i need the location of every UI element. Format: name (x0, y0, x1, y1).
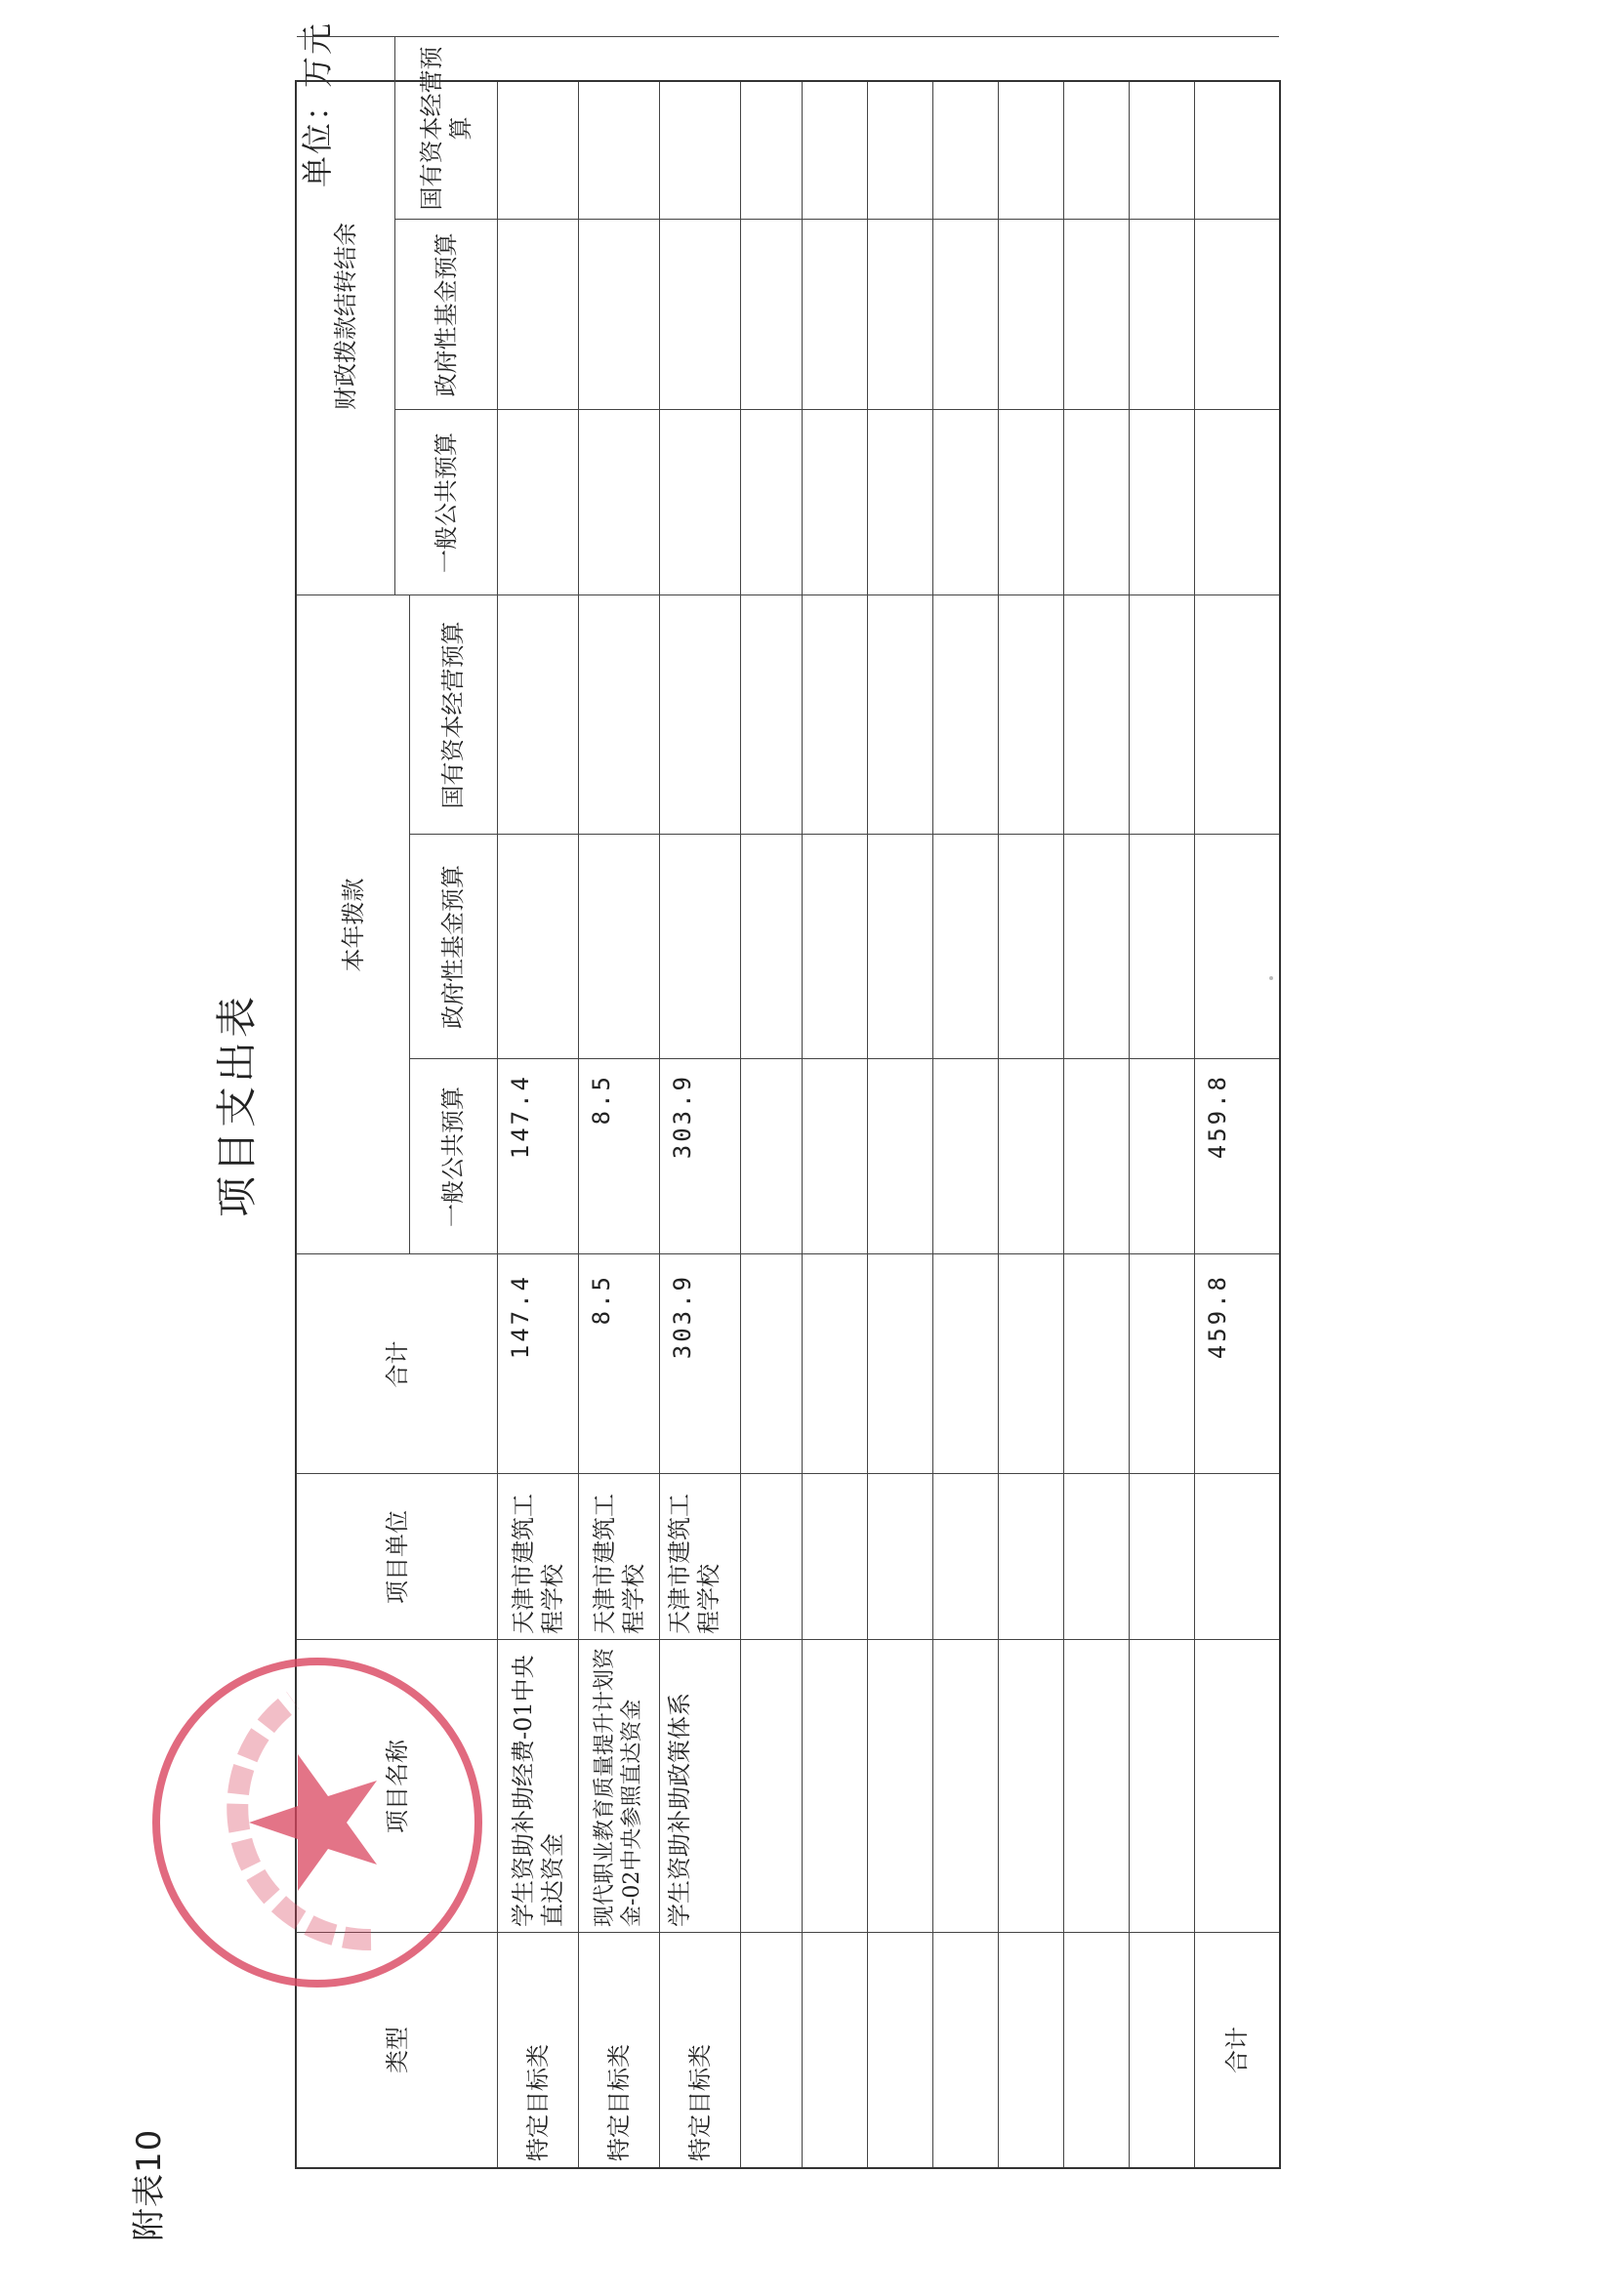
sum-label: 合计 (1222, 2027, 1251, 2073)
sum-general-public: 459.8 (1204, 1074, 1231, 1160)
row2-general-public: 8.5 (588, 1074, 615, 1126)
row3-general-public: 303.9 (669, 1074, 696, 1160)
row1-total: 147.4 (507, 1274, 534, 1360)
attachment-label: 附表10 (130, 2128, 169, 2241)
header-gov-fund: 政府性基金预算 (439, 865, 467, 1029)
header-carry-state-capital: 国有资本经营预算 (417, 46, 474, 211)
header-project-unit: 项目单位 (383, 1510, 411, 1604)
header-current-year: 本年拨款 (339, 878, 367, 972)
page-title: 项目支出表 (213, 993, 261, 1218)
header-state-capital: 国有资本经营预算 (439, 621, 467, 809)
header-total: 合计 (383, 1340, 411, 1388)
row3-type: 特定目标类 (685, 2044, 714, 2161)
header-carryover: 财政拨款结转结余 (332, 223, 359, 410)
row1-name: 学生资助补助经费-01中央直达资金 (509, 1655, 566, 1927)
header-type: 类型 (383, 2027, 411, 2073)
row3-total: 303.9 (669, 1274, 696, 1360)
row2-total: 8.5 (588, 1274, 615, 1326)
row3-unit: 天津市建筑工程学校 (666, 1494, 722, 1634)
row2-name: 现代职业教育质量提升计划资金-02中央参照直达资金 (593, 1647, 644, 1927)
row3-name: 学生资助补助政策体系 (666, 1693, 693, 1927)
header-carry-general-public: 一般公共预算 (432, 432, 460, 573)
row2-unit: 天津市建筑工程学校 (590, 1494, 647, 1634)
row1-type: 特定目标类 (523, 2044, 552, 2161)
official-seal (146, 1652, 488, 1993)
header-carry-gov-fund: 政府性基金预算 (432, 232, 460, 397)
row1-general-public: 147.4 (507, 1074, 534, 1160)
row2-type: 特定目标类 (604, 2044, 633, 2161)
row1-unit: 天津市建筑工程学校 (509, 1494, 566, 1634)
sum-total: 459.8 (1204, 1274, 1231, 1360)
header-project-name: 项目名称 (383, 1740, 411, 1833)
header-general-public: 一般公共预算 (439, 1086, 467, 1227)
unit-label: 单位：万元 (299, 21, 336, 188)
